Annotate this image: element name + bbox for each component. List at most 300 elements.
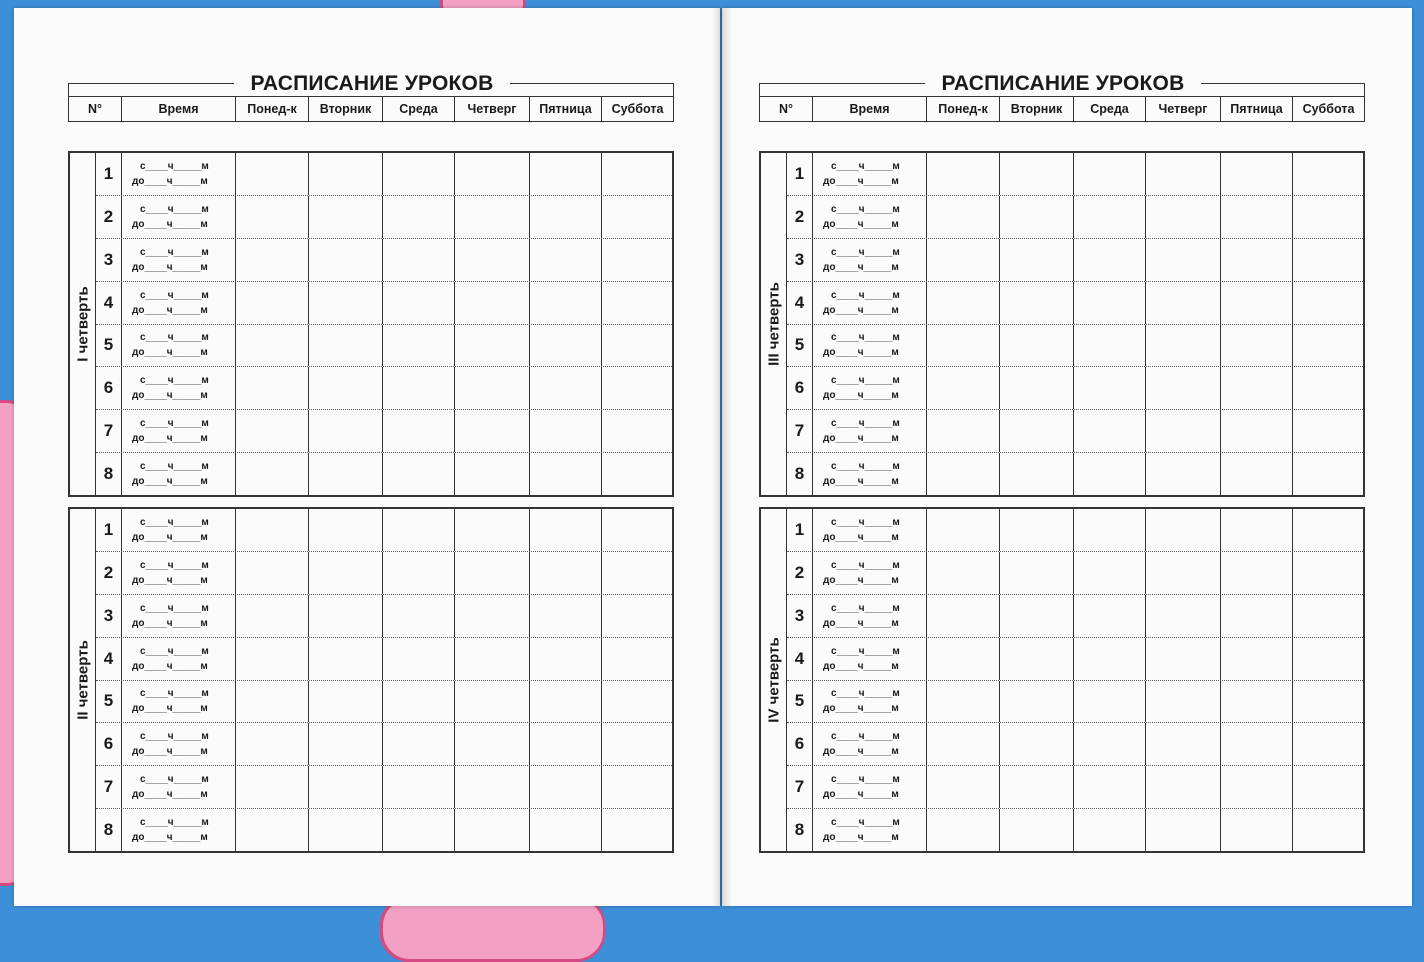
cell-fri[interactable] [1221,282,1293,324]
cell-wed[interactable] [383,282,455,324]
cell-wed[interactable] [1074,282,1146,324]
cell-thu[interactable] [1146,453,1221,495]
cell-thu[interactable] [455,282,530,324]
time-cell[interactable] [813,509,927,551]
day-header-fri: Пятница [1221,97,1293,121]
cell-sat[interactable] [1293,153,1363,195]
cell-sat[interactable] [1293,239,1363,281]
cell-thu[interactable] [1146,410,1221,452]
cell-mon[interactable] [236,723,309,765]
cell-thu[interactable] [455,638,530,680]
cell-thu[interactable] [455,595,530,637]
time-cell[interactable] [813,153,927,195]
cell-sat[interactable] [602,723,672,765]
time-cell[interactable] [122,282,236,324]
cell-mon[interactable] [236,325,309,367]
cell-tue[interactable] [1000,239,1074,281]
cell-sat[interactable] [1293,509,1363,551]
quarter-label-column [761,153,787,495]
cell-tue[interactable] [1000,410,1074,452]
cell-mon[interactable] [927,552,1000,594]
quarter-label-column [761,509,787,851]
time-to-line: до____ч_____м [823,832,899,844]
cell-tue[interactable] [1000,638,1074,680]
cell-thu[interactable] [455,239,530,281]
cell-tue[interactable] [1000,723,1074,765]
time-cell[interactable] [813,595,927,637]
cell-fri[interactable] [1221,809,1293,851]
time-cell[interactable] [122,509,236,551]
time-from-line: с____ч_____м [140,645,209,657]
time-cell[interactable] [813,723,927,765]
cell-thu[interactable] [1146,681,1221,723]
time-cell[interactable] [813,196,927,238]
cell-thu[interactable] [1146,282,1221,324]
cell-tue[interactable] [309,766,383,808]
cell-thu[interactable] [455,509,530,551]
lesson-number: 6 [96,367,122,409]
lesson-row [96,509,672,552]
cell-fri[interactable] [1221,153,1293,195]
day-header-wed: Среда [383,97,455,121]
time-cell[interactable] [122,196,236,238]
cell-wed[interactable] [383,325,455,367]
time-cell[interactable] [813,681,927,723]
num-header: N° [760,97,813,121]
cell-wed[interactable] [383,453,455,495]
cell-mon[interactable] [927,153,1000,195]
lesson-row [787,239,1363,282]
cell-tue[interactable] [309,153,383,195]
cell-sat[interactable] [1293,410,1363,452]
time-to-line: до____ч_____м [132,574,208,586]
time-header: Время [813,97,927,121]
cell-mon[interactable] [927,410,1000,452]
cell-fri[interactable] [1221,766,1293,808]
time-to-line: до____ч_____м [132,789,208,801]
cell-mon[interactable] [927,638,1000,680]
cell-sat[interactable] [602,552,672,594]
cell-fri[interactable] [530,282,602,324]
quarter-block [68,151,674,497]
cell-thu[interactable] [1146,809,1221,851]
cell-thu[interactable] [455,681,530,723]
day-header-thu: Четверг [1146,97,1221,121]
cell-sat[interactable] [602,367,672,409]
cell-sat[interactable] [602,766,672,808]
cell-tue[interactable] [1000,509,1074,551]
cell-sat[interactable] [1293,552,1363,594]
cell-fri[interactable] [530,681,602,723]
cell-wed[interactable] [1074,325,1146,367]
cell-mon[interactable] [236,552,309,594]
lesson-number: 8 [787,453,813,495]
cell-mon[interactable] [927,766,1000,808]
cell-mon[interactable] [236,367,309,409]
cell-mon[interactable] [236,595,309,637]
cell-mon[interactable] [927,367,1000,409]
lesson-row [787,367,1363,410]
lesson-number: 2 [96,196,122,238]
cell-fri[interactable] [1221,595,1293,637]
left-page [14,8,720,906]
time-cell[interactable] [122,809,236,851]
cell-wed[interactable] [1074,681,1146,723]
lesson-row [787,325,1363,368]
cell-thu[interactable] [455,552,530,594]
time-cell[interactable] [122,595,236,637]
cell-mon[interactable] [927,325,1000,367]
cell-wed[interactable] [383,552,455,594]
cell-thu[interactable] [1146,196,1221,238]
cell-fri[interactable] [1221,638,1293,680]
cell-tue[interactable] [1000,595,1074,637]
time-cell[interactable] [813,282,927,324]
time-cell[interactable] [813,325,927,367]
cell-sat[interactable] [1293,809,1363,851]
cell-mon[interactable] [927,453,1000,495]
cell-sat[interactable] [602,638,672,680]
cell-wed[interactable] [383,766,455,808]
cell-thu[interactable] [1146,367,1221,409]
cell-tue[interactable] [1000,681,1074,723]
cell-mon[interactable] [236,766,309,808]
time-cell[interactable] [813,453,927,495]
cell-sat[interactable] [1293,367,1363,409]
time-to-line: до____ч_____м [823,433,899,445]
cell-thu[interactable] [455,809,530,851]
cell-thu[interactable] [455,410,530,452]
cell-sat[interactable] [602,809,672,851]
cell-thu[interactable] [1146,595,1221,637]
cell-sat[interactable] [602,282,672,324]
lesson-row [96,453,672,495]
time-from-line: с____ч_____м [140,160,209,172]
cell-fri[interactable] [1221,325,1293,367]
cell-tue[interactable] [309,809,383,851]
cell-tue[interactable] [1000,367,1074,409]
time-to-line: до____ч_____м [823,703,899,715]
time-to-line: до____ч_____м [823,476,899,488]
cell-wed[interactable] [383,638,455,680]
cell-fri[interactable] [1221,552,1293,594]
time-cell[interactable] [122,681,236,723]
time-cell[interactable] [122,153,236,195]
cell-fri[interactable] [530,766,602,808]
cell-mon[interactable] [927,595,1000,637]
right-page [722,8,1412,906]
lesson-rows [96,153,672,495]
cell-thu[interactable] [455,367,530,409]
cell-sat[interactable] [1293,766,1363,808]
cell-thu[interactable] [1146,723,1221,765]
cell-fri[interactable] [1221,239,1293,281]
time-to-line: до____ч_____м [132,832,208,844]
cell-mon[interactable] [927,809,1000,851]
cell-sat[interactable] [1293,282,1363,324]
cell-tue[interactable] [309,681,383,723]
cell-thu[interactable] [1146,153,1221,195]
cell-thu[interactable] [455,153,530,195]
cell-tue[interactable] [309,410,383,452]
cell-mon[interactable] [236,453,309,495]
time-from-line: с____ч_____м [831,688,900,700]
cell-wed[interactable] [383,367,455,409]
cell-tue[interactable] [309,595,383,637]
cell-sat[interactable] [1293,453,1363,495]
cell-mon[interactable] [927,723,1000,765]
cell-mon[interactable] [236,282,309,324]
cell-fri[interactable] [530,723,602,765]
cell-tue[interactable] [309,509,383,551]
cell-wed[interactable] [1074,509,1146,551]
cell-fri[interactable] [1221,196,1293,238]
time-cell[interactable] [813,638,927,680]
cell-sat[interactable] [602,595,672,637]
cell-tue[interactable] [309,723,383,765]
cell-mon[interactable] [927,282,1000,324]
cell-fri[interactable] [1221,681,1293,723]
lesson-number: 8 [787,809,813,851]
cell-fri[interactable] [530,325,602,367]
lesson-row [96,723,672,766]
day-header-mon: Понед-к [236,97,309,121]
lesson-rows [96,509,672,851]
time-to-line: до____ч_____м [132,531,208,543]
lesson-row [96,196,672,239]
cell-mon[interactable] [236,638,309,680]
cell-mon[interactable] [927,196,1000,238]
time-from-line: с____ч_____м [140,559,209,571]
time-to-line: до____ч_____м [823,347,899,359]
time-cell[interactable] [122,410,236,452]
time-cell[interactable] [813,766,927,808]
time-cell[interactable] [122,239,236,281]
time-to-line: до____ч_____м [132,703,208,715]
cell-thu[interactable] [1146,552,1221,594]
cell-wed[interactable] [1074,723,1146,765]
cell-wed[interactable] [383,681,455,723]
lesson-row [787,595,1363,638]
cell-tue[interactable] [1000,552,1074,594]
cell-tue[interactable] [309,552,383,594]
cell-fri[interactable] [1221,509,1293,551]
cell-sat[interactable] [1293,595,1363,637]
cell-fri[interactable] [530,239,602,281]
lesson-number: 1 [787,509,813,551]
cell-wed[interactable] [1074,638,1146,680]
cell-wed[interactable] [1074,453,1146,495]
time-from-line: с____ч_____м [831,817,900,829]
time-from-line: с____ч_____м [140,731,209,743]
cell-tue[interactable] [1000,766,1074,808]
time-cell[interactable] [813,552,927,594]
cell-wed[interactable] [1074,153,1146,195]
lesson-number: 1 [787,153,813,195]
cell-wed[interactable] [383,239,455,281]
cell-thu[interactable] [455,453,530,495]
cell-mon[interactable] [236,410,309,452]
cell-wed[interactable] [383,410,455,452]
cell-wed[interactable] [1074,239,1146,281]
lesson-row [96,766,672,809]
lesson-row [96,681,672,724]
cell-tue[interactable] [309,638,383,680]
cell-thu[interactable] [455,723,530,765]
cell-fri[interactable] [530,595,602,637]
cell-thu[interactable] [1146,509,1221,551]
time-cell[interactable] [813,367,927,409]
cell-wed[interactable] [1074,196,1146,238]
time-cell[interactable] [122,638,236,680]
cell-wed[interactable] [383,723,455,765]
cell-thu[interactable] [455,766,530,808]
cell-wed[interactable] [1074,410,1146,452]
time-to-line: до____ч_____м [132,660,208,672]
time-cell[interactable] [122,325,236,367]
time-from-line: с____ч_____м [140,817,209,829]
time-from-line: с____ч_____м [831,418,900,430]
quarter-label-column [70,509,96,851]
cell-sat[interactable] [602,153,672,195]
cell-tue[interactable] [309,282,383,324]
cell-thu[interactable] [1146,325,1221,367]
cell-fri[interactable] [530,552,602,594]
cell-wed[interactable] [383,153,455,195]
time-cell[interactable] [813,809,927,851]
cell-wed[interactable] [1074,552,1146,594]
quarter-label-column [70,153,96,495]
time-from-line: с____ч_____м [831,332,900,344]
cell-fri[interactable] [1221,367,1293,409]
cell-fri[interactable] [530,453,602,495]
day-header-sat: Суббота [1302,102,1355,116]
cell-sat[interactable] [602,509,672,551]
cell-mon[interactable] [236,509,309,551]
cell-sat[interactable] [602,453,672,495]
cell-mon[interactable] [927,239,1000,281]
cell-thu[interactable] [1146,638,1221,680]
cell-fri[interactable] [1221,723,1293,765]
cell-tue[interactable] [309,325,383,367]
cell-tue[interactable] [1000,325,1074,367]
lesson-number: 8 [96,453,122,495]
lesson-number: 6 [787,367,813,409]
cell-wed[interactable] [1074,595,1146,637]
time-to-line: до____ч_____м [823,175,899,187]
quarter-block [759,507,1365,853]
lesson-rows [787,153,1363,495]
cell-thu[interactable] [1146,766,1221,808]
cell-fri[interactable] [1221,453,1293,495]
cell-tue[interactable] [309,239,383,281]
cell-tue[interactable] [309,196,383,238]
lesson-number: 6 [96,723,122,765]
cell-thu[interactable] [455,325,530,367]
cell-mon[interactable] [927,681,1000,723]
cell-sat[interactable] [602,410,672,452]
cell-thu[interactable] [455,196,530,238]
cell-mon[interactable] [236,239,309,281]
cell-wed[interactable] [383,595,455,637]
time-to-line: до____ч_____м [132,390,208,402]
cell-fri[interactable] [530,196,602,238]
cell-mon[interactable] [236,153,309,195]
time-cell[interactable] [122,453,236,495]
time-cell[interactable] [122,367,236,409]
day-header-fri: Пятница [530,97,602,121]
cell-wed[interactable] [1074,367,1146,409]
quarter-label: IV четверть [765,637,782,723]
cell-wed[interactable] [1074,809,1146,851]
cell-tue[interactable] [1000,196,1074,238]
lesson-row [787,410,1363,453]
cell-sat[interactable] [1293,638,1363,680]
time-to-line: до____ч_____м [823,617,899,629]
cell-tue[interactable] [1000,453,1074,495]
time-to-line: до____ч_____м [823,660,899,672]
time-from-line: с____ч_____м [140,246,209,258]
cell-wed[interactable] [383,509,455,551]
cell-wed[interactable] [1074,766,1146,808]
time-cell[interactable] [813,239,927,281]
lesson-row [96,367,672,410]
cell-fri[interactable] [530,153,602,195]
cell-sat[interactable] [1293,681,1363,723]
lesson-row [96,638,672,681]
cell-fri[interactable] [530,509,602,551]
cell-sat[interactable] [1293,325,1363,367]
cell-sat[interactable] [602,239,672,281]
cell-fri[interactable] [1221,410,1293,452]
time-to-line: до____ч_____м [132,433,208,445]
cell-tue[interactable] [1000,282,1074,324]
lesson-row [96,153,672,196]
cell-wed[interactable] [383,196,455,238]
cell-fri[interactable] [530,367,602,409]
cell-sat[interactable] [602,196,672,238]
time-cell[interactable] [122,766,236,808]
time-cell[interactable] [122,723,236,765]
time-cell[interactable] [813,410,927,452]
cell-sat[interactable] [602,681,672,723]
cell-sat[interactable] [602,325,672,367]
time-cell[interactable] [122,552,236,594]
time-to-line: до____ч_____м [823,218,899,230]
lesson-number: 7 [96,766,122,808]
cell-mon[interactable] [236,681,309,723]
cell-tue[interactable] [1000,809,1074,851]
cell-tue[interactable] [309,367,383,409]
cell-mon[interactable] [236,196,309,238]
cell-fri[interactable] [530,638,602,680]
cell-wed[interactable] [383,809,455,851]
lesson-number: 2 [96,552,122,594]
cell-tue[interactable] [309,453,383,495]
cell-thu[interactable] [1146,239,1221,281]
cell-fri[interactable] [530,809,602,851]
cell-mon[interactable] [236,809,309,851]
cell-sat[interactable] [1293,723,1363,765]
time-from-line: с____ч_____м [831,203,900,215]
lesson-row [96,325,672,368]
cell-sat[interactable] [1293,196,1363,238]
cell-tue[interactable] [1000,153,1074,195]
cell-mon[interactable] [927,509,1000,551]
lesson-number: 7 [787,766,813,808]
time-from-line: с____ч_____м [831,516,900,528]
cell-fri[interactable] [530,410,602,452]
